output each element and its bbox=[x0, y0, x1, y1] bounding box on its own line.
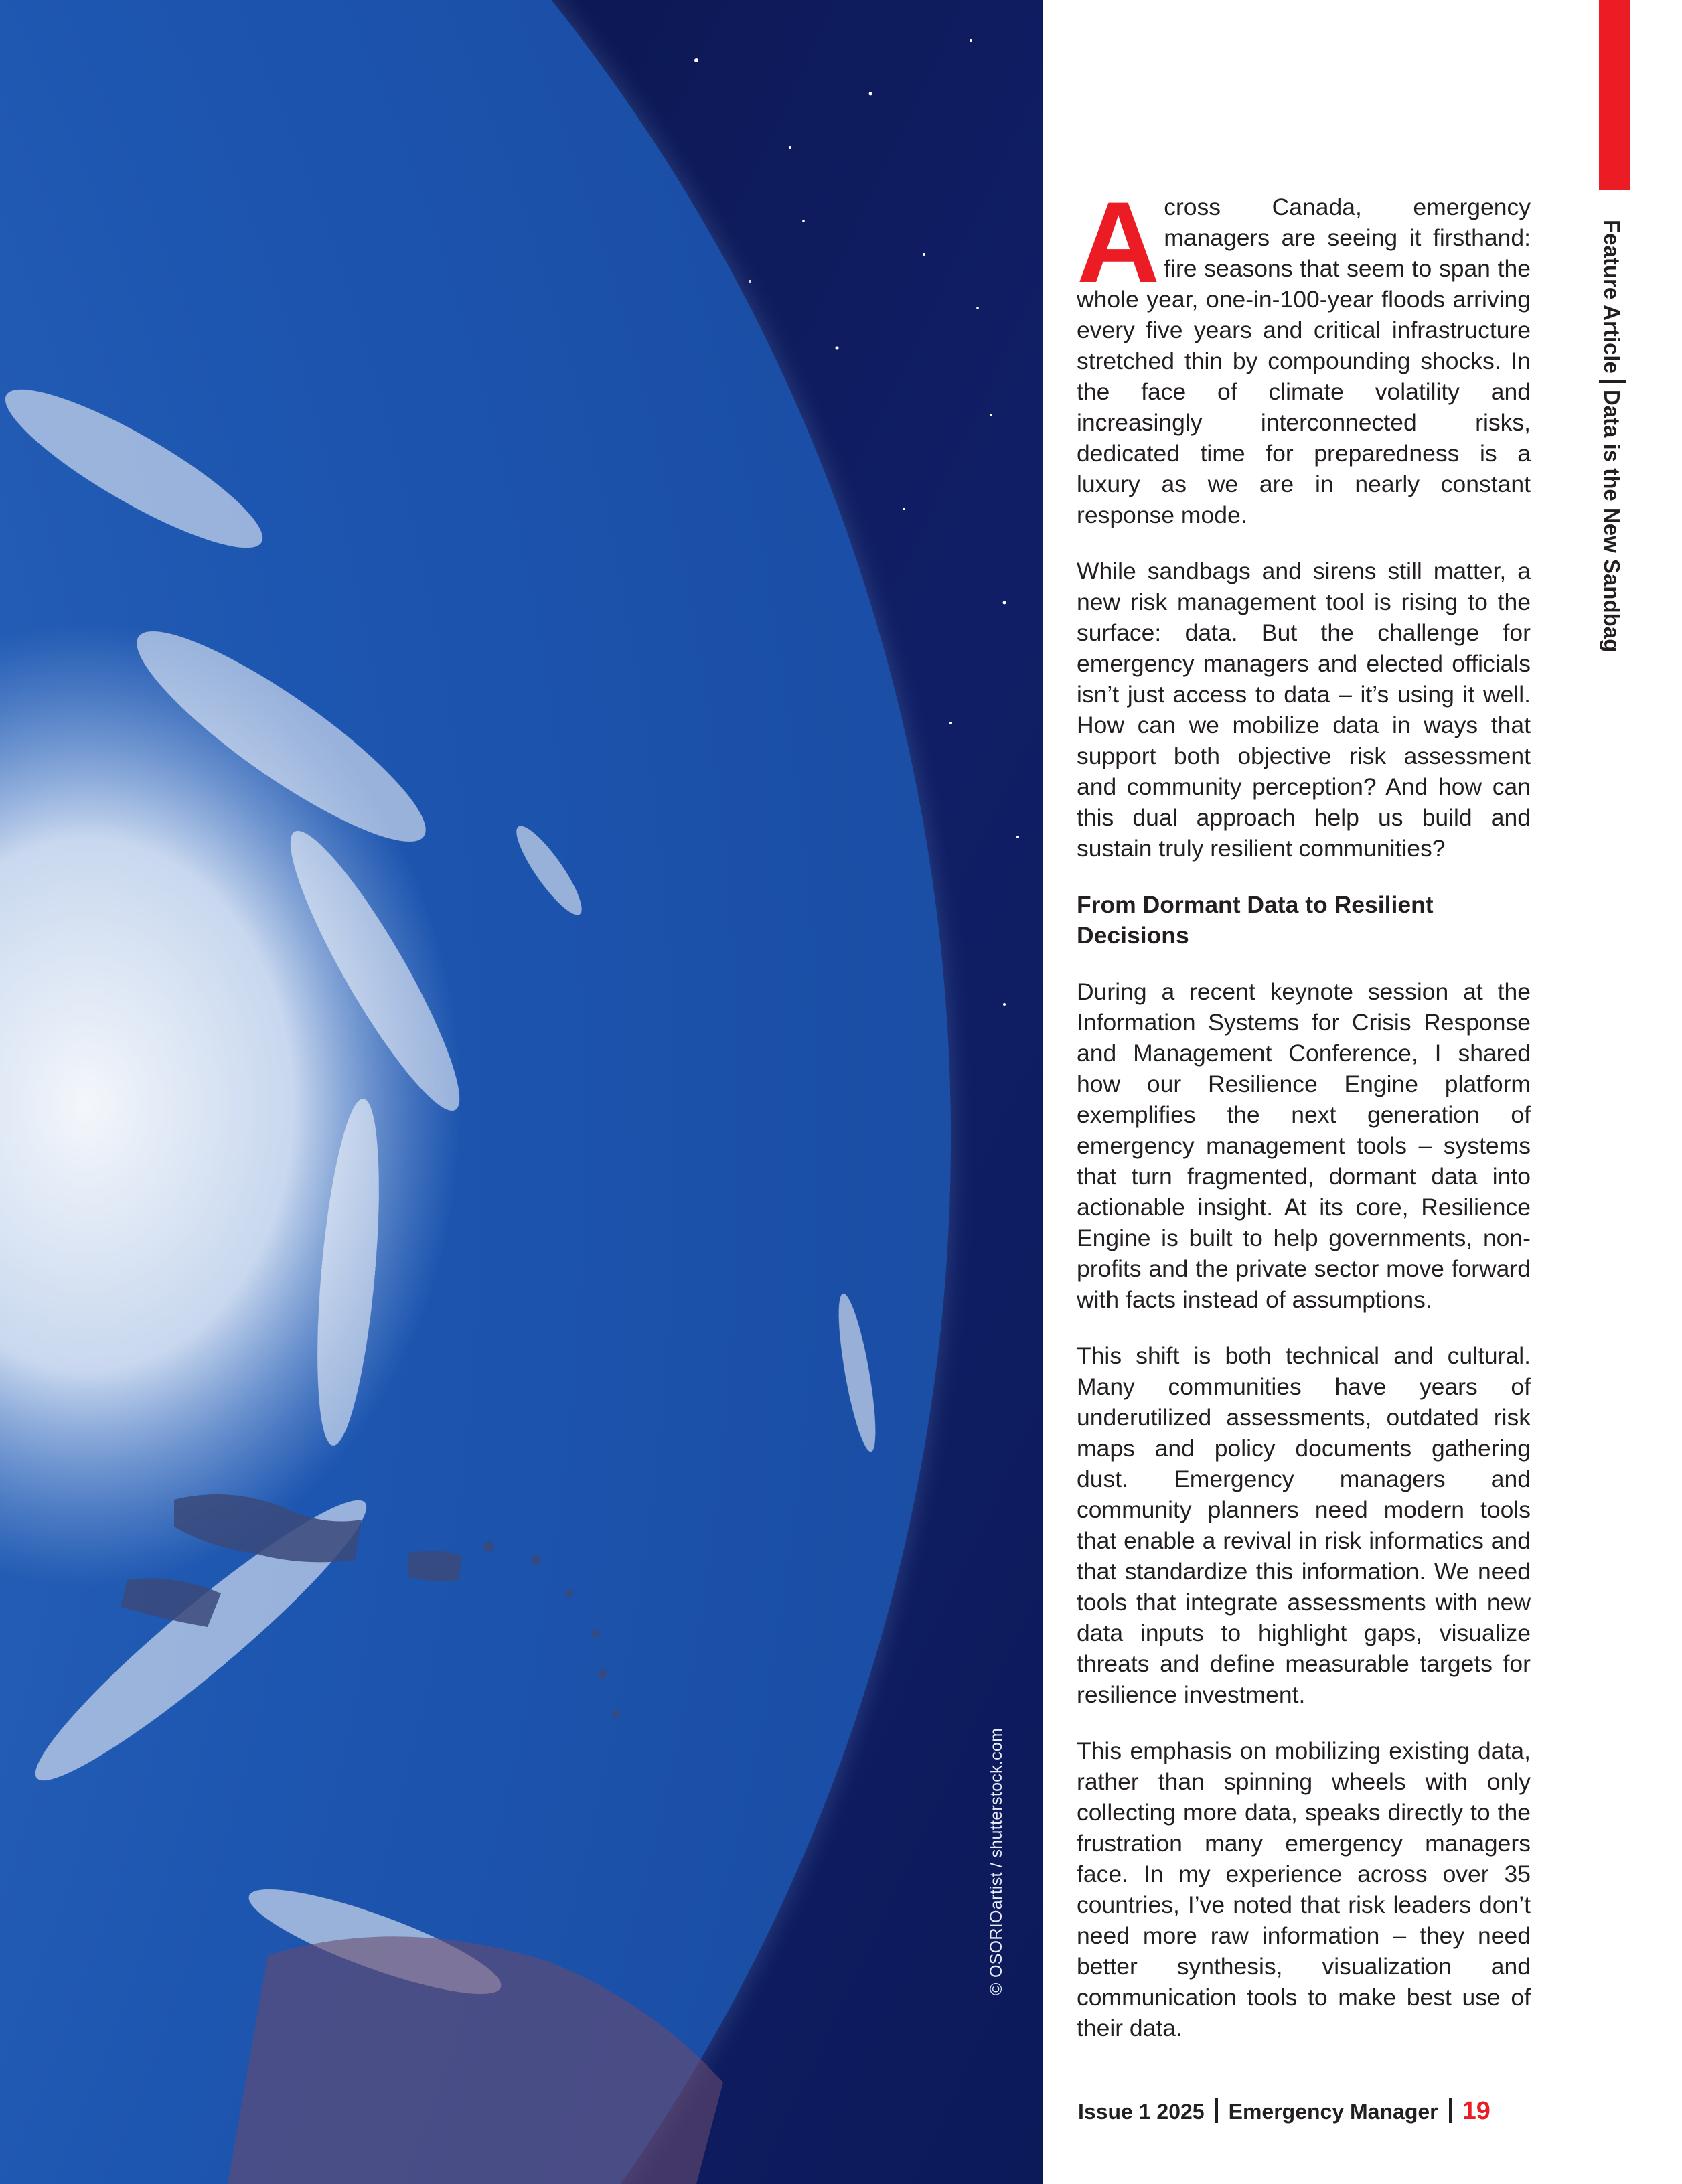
footer-divider bbox=[1215, 2098, 1218, 2123]
section-label bbox=[1599, 220, 1626, 652]
article-subheading: From Dormant Data to Resilient Decisions bbox=[1077, 891, 1434, 949]
page-number: 19 bbox=[1462, 2097, 1490, 2125]
article-paragraph: This shift is both technical and cultural. Many communities have years of underutilized assessments, outdated risk maps and policy documents gathering dust. Emergency managers and community planners need modern tools that enable a revival in risk informatics and that standardize this information. We need tools that integrate assessments with new data inputs to highlight gaps, visualize threats and define measurable targets for resilience investment. bbox=[1077, 1342, 1531, 1708]
section-category: Feature Article bbox=[1600, 220, 1624, 374]
article-paragraph bbox=[1077, 178, 1531, 530]
publication-name: Emergency Manager bbox=[1228, 2100, 1438, 2124]
paragraph-text: cross Canada, emergency managers are seeing it firsthand: fire seasons that seem to span the whole year, one-in-100-year floods arriving every five years and critical infrastructure stretched thin by compounding shocks. In the face of climate volatility and increasingly interconnected risks, dedicated time for preparedness is a luxury as we are in nearly constant response mode. bbox=[1077, 193, 1531, 528]
section-color-tab bbox=[1599, 0, 1630, 190]
section-label-divider bbox=[1599, 380, 1626, 383]
page-footer bbox=[1078, 2097, 1490, 2126]
article-paragraph: During a recent keynote session at the Information Systems for Crisis Response and Management Conference, I shared how our Resilience Engine platform exemplifies the next generation of emergency management tools – systems that turn fragmented, dormant data into actionable insight. At its core, Resilience Engine is built to help governments, non-profits and the private sector move forward with facts instead of assumptions. bbox=[1077, 978, 1531, 1313]
drop-cap: A bbox=[1077, 178, 1160, 307]
photo-credit: © OSORIOartist / shutterstock.com bbox=[987, 1727, 1006, 1995]
article-paragraph: While sandbags and sirens still matter, a new risk management tool is rising to the surface: data. But the challenge for emergency managers and elected officials isn’t just access to data – it’s using it well. How can we mobilize data in ways that support both objective risk assessment and community perception? And how can this dual approach help us build and sustain truly resilient communities? bbox=[1077, 558, 1531, 862]
article-body bbox=[1077, 178, 1531, 2069]
article-title: Data is the New Sandbag bbox=[1600, 389, 1624, 653]
footer-divider bbox=[1449, 2098, 1452, 2123]
issue-label: Issue 1 2025 bbox=[1078, 2100, 1205, 2124]
article-paragraph: This emphasis on mobilizing existing data, rather than spinning wheels with only collecting more data, speaks directly to the frustration many emergency managers face. In my experience across over 35 countries, I’ve noted that risk leaders don’t need more raw information – they need better synthesis, visualization and communication tools to make best use of their data. bbox=[1077, 1737, 1531, 2041]
